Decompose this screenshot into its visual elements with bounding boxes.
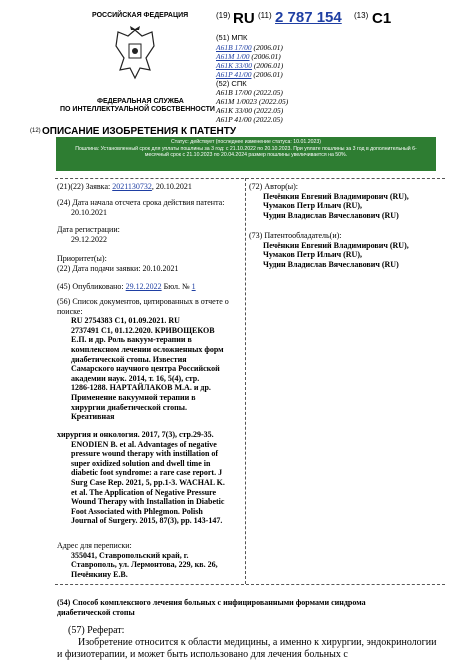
mpk-list — [216, 43, 283, 79]
mpk-code-link[interactable]: A61K 33/00 — [216, 61, 253, 70]
priority-field: Приоритет(ы): (22) Дата подачи заявки: 20.10.2021 — [57, 254, 179, 273]
divider — [55, 584, 445, 585]
column-divider — [245, 178, 246, 584]
code-13: (13) — [354, 11, 369, 20]
authors-label: (72) Автор(ы): — [249, 182, 298, 191]
status-banner — [56, 137, 436, 171]
divider — [55, 178, 445, 179]
address-label: Адрес для переписки: — [57, 541, 132, 550]
spk-list — [216, 88, 288, 124]
bulletin-date-link[interactable]: 29.12.2022 — [125, 282, 162, 291]
doc-title: ОПИСАНИЕ ИЗОБРЕТЕНИЯ К ПАТЕНТУ — [42, 126, 237, 137]
start-date-field: (24) Дата начала отсчета срока действия патента: 20.10.2021 — [57, 198, 225, 217]
code-11: (11) — [258, 11, 272, 20]
fee-line: Пошлина: Установленный срок для уплаты пошлины за 3 год: с 21.10.2022 по 20.10.2023. При уплате пошлины за 3 год в дополнительный 6-месячный срок с 21.10.2023 по 20.04.2024 размер пошлины увеличивается на 50%. — [75, 145, 417, 159]
holders-label: (73) Патентообладатель(и): — [249, 231, 342, 240]
doc-title-code: (12) — [30, 128, 41, 134]
mpk-item: A61K 33/00 (2006.01) — [216, 61, 284, 70]
patent-number-link[interactable]: 2 787 154 — [275, 9, 342, 26]
holders-block — [249, 231, 445, 269]
mpk-code-link[interactable]: A61P 41/00 — [216, 70, 252, 79]
address-block: Адрес для переписки: 355041, Ставропольский край, г. Ставрополь, ул. Лермонтова, 229, кв. 26, Печёнкину Е.В. — [57, 541, 243, 579]
coat-of-arms-icon — [112, 24, 158, 82]
references-block — [57, 297, 243, 422]
spk-item: A61P 41/00 (2022.05) — [216, 115, 283, 124]
spk-item: A61K 33/00 (2022.05) — [216, 106, 284, 115]
references-list: RU 2754383 C1, 01.09.2021. RU 2737491 C1, 01.12.2020. КРИВОЩЕКОВ Е.П. и др. Роль вакуум-терапии в комплексном лечении осложненных форм диабетической стопы. Известия Самарского научного центра Российской академии наук. 2014, т. 16, 5(4), стр. 1286-1288. НАРТАЙЛАКОВ М.А. и др. Применение вакуумной терапии в хирургии диабетической стопы. Креативная — [71, 316, 224, 422]
mpk-code-link[interactable]: A61M 1/00 — [216, 52, 250, 61]
published-field: (45) Опубликовано: 29.12.2022 Бюл. № 1 — [57, 282, 196, 291]
status-line: Статус: действует (последнее изменение статуса: 10.01.2023) — [171, 139, 321, 145]
holder-name: Чудин Владислав Вячеславович (RU) — [263, 259, 399, 269]
spk-item: A61M 1/0023 (2022.05) — [216, 97, 289, 106]
mpk-item: A61P 41/00 (2006.01) — [216, 70, 283, 79]
country-name: РОССИЙСКАЯ ФЕДЕРАЦИЯ — [92, 12, 189, 19]
holder-name: Печёнкин Евгений Владимирович (RU), — [263, 240, 409, 250]
references-label: (56) Список документов, цитированных в отчете о поиске: — [57, 297, 229, 316]
code-19: (19) — [216, 11, 231, 20]
mpk-item: A61M 1/00 (2006.01) — [216, 52, 281, 61]
references-continuation: хирургия и онкология. 2017, 7(3), стр.29-35. ENODIEN B. et al. Advantages of negative pressure wound therapy with instillation of super oxidized solution and dwell time in diabetic foot syndrome: a rare case report. J Surg Case Rep. 2021, 5, pp.1-3. WACHAL K. et al. The Application of Negative Pressure Wound Therapy with Installation in Diabetic Foot Associated with Phlegmon. Polish Journal of Surgery. 2015, 87(3), pp. 143-147. — [57, 430, 225, 526]
agency-line1: ФЕДЕРАЛЬНАЯ СЛУЖБА — [97, 98, 184, 105]
invention-title: (54) Способ комплексного лечения больных с инфицированными формами синдрома диабетической стопы — [57, 598, 366, 617]
abstract-label: (57) Реферат: — [68, 625, 125, 636]
agency-line2: ПО ИНТЕЛЛЕКТУАЛЬНОЙ СОБСТВЕННОСТИ — [60, 106, 215, 113]
author-name: Печёнкин Евгений Владимирович (RU), — [263, 191, 409, 201]
mpk-label: (51) МПК — [216, 33, 248, 42]
country-code: RU — [233, 10, 255, 27]
mpk-code-link[interactable]: A61B 17/00 — [216, 43, 252, 52]
spk-label: (52) СПК — [216, 79, 247, 88]
holder-name: Чумаков Петр Ильич (RU), — [263, 250, 362, 260]
abstract-line: Изобретение относится к области медицины, а именно к хирургии, эндокринологии — [78, 637, 437, 648]
application-link[interactable]: 2021130732 — [112, 182, 152, 191]
mpk-item: A61B 17/00 (2006.01) — [216, 43, 283, 52]
application-field: (21)(22) Заявка: 2021130732, 20.10.2021 — [57, 182, 192, 191]
authors-block — [249, 182, 445, 220]
author-name: Чумаков Петр Ильич (RU), — [263, 201, 362, 211]
abstract-line: и физиотерапии, и может быть использовано для лечения больных с — [57, 649, 348, 660]
registration-field: Дата регистрации: 29.12.2022 — [57, 225, 120, 244]
author-name: Чудин Владислав Вячеславович (RU) — [263, 210, 399, 220]
bulletin-number-link[interactable]: 1 — [191, 282, 196, 291]
spk-item: A61B 17/00 (2022.05) — [216, 88, 283, 97]
kind-code: C1 — [372, 10, 392, 27]
